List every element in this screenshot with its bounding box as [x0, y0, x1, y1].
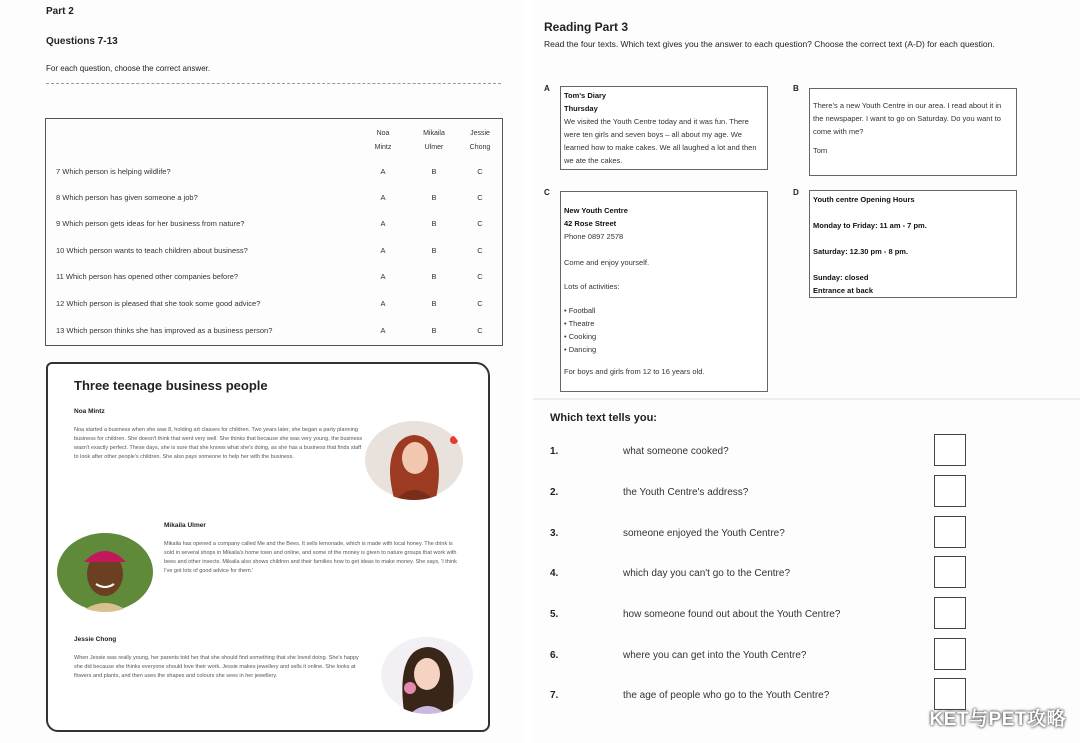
item-number: 7. — [550, 690, 559, 701]
divider — [46, 83, 501, 84]
hours-sunday: Sunday: closed — [813, 273, 869, 282]
questions-title: Questions 7-13 — [46, 36, 118, 47]
note-body: There's a new Youth Centre in our area. I read about it in the newspaper. I want to go on Saturday. Do you want to come with me? — [813, 101, 1002, 136]
photo-mikaila — [56, 532, 154, 612]
item-number: 4. — [550, 568, 559, 579]
paragraph-mikaila: Mikaila has opened a company called Me and the Bees. It sells lemonade, which is made with local honey. The drink is sold in several shops in Mikaila's home town and online, and some of the money is given to nature groups that work with bees and other insects. Mikaila also shows children and their families how to get ideas to make money. She says, 'I think I've got lots of good advice for them.' — [164, 541, 457, 574]
question-table — [45, 118, 503, 346]
person-name-mikaila: Mikaila Ulmer — [164, 522, 206, 529]
option-b[interactable]: B — [431, 272, 437, 281]
option-b[interactable]: B — [431, 193, 437, 202]
answer-box[interactable] — [934, 638, 966, 670]
text-box-c — [560, 191, 768, 392]
answer-box[interactable] — [934, 597, 966, 629]
option-c[interactable]: C — [477, 246, 483, 255]
column-header-jessie: Jessie Chong — [469, 130, 491, 151]
item-number: 2. — [550, 487, 559, 498]
column-header-mikaila: Mikaila Ulmer — [423, 130, 445, 151]
article-title: Three teenage business people — [74, 378, 268, 393]
option-b[interactable]: B — [431, 167, 437, 176]
table-row — [46, 185, 502, 211]
option-a[interactable]: A — [380, 167, 386, 176]
hours-weekday: Monday to Friday: 11 am - 7 pm. — [813, 221, 927, 230]
question-text: 11 Which person has opened other companies before? — [56, 272, 239, 281]
option-b[interactable]: B — [431, 326, 437, 335]
centre-name: New Youth Centre — [564, 206, 628, 215]
activity-item: • Cooking — [564, 332, 597, 341]
list-item — [550, 644, 1070, 676]
option-a[interactable]: A — [380, 326, 386, 335]
left-page — [0, 0, 525, 743]
option-c[interactable]: C — [477, 272, 483, 281]
option-b[interactable]: B — [431, 246, 437, 255]
text-box-b — [809, 88, 1017, 176]
option-c[interactable]: C — [477, 326, 483, 335]
activity-item: • Theatre — [564, 319, 595, 328]
hours-saturday: Saturday: 12.30 pm - 8 pm. — [813, 247, 909, 256]
diary-day: Thursday — [564, 104, 598, 113]
table-row — [46, 159, 502, 185]
watermark: KET与PET攻略 — [929, 709, 1066, 730]
page-gap — [525, 0, 533, 743]
item-text: someone enjoyed the Youth Centre? — [623, 528, 785, 539]
answer-box[interactable] — [934, 475, 966, 507]
centre-age-range: For boys and girls from 12 to 16 years old. — [564, 367, 705, 376]
section-divider — [533, 398, 1080, 400]
item-number: 6. — [550, 650, 559, 661]
option-b[interactable]: B — [431, 219, 437, 228]
hours-title: Youth centre Opening Hours — [813, 195, 915, 204]
photo-jessie — [380, 636, 474, 714]
part-label: Part 2 — [46, 6, 74, 17]
answer-box[interactable] — [934, 516, 966, 548]
item-text: what someone cooked? — [623, 446, 729, 457]
item-text: the age of people who go to the Youth Centre? — [623, 690, 830, 701]
centre-address: 42 Rose Street — [564, 219, 617, 228]
option-c[interactable]: C — [477, 193, 483, 202]
which-text-title: Which text tells you: — [550, 412, 657, 424]
diary-body: We visited the Youth Centre today and it was fun. There were ten girls and seven boys – all about my age. We learned how to make cakes. We all laughed a lot and then we ate the cakes. — [564, 117, 757, 165]
table-row — [46, 211, 502, 237]
person-name-jessie: Jessie Chong — [74, 636, 117, 643]
centre-tagline: Come and enjoy yourself. — [564, 258, 650, 267]
reading-title: Reading Part 3 — [544, 20, 629, 34]
table-row — [46, 238, 502, 264]
option-a[interactable]: A — [380, 272, 386, 281]
table-row — [46, 318, 502, 344]
item-number: 1. — [550, 446, 559, 457]
paragraph-jessie: When Jessie was really young, her parents told her that she should find something that she loved doing. She's happy she did because she thinks everyone should love their work. Jessie makes jewellery and sells it online. She looks at flowers and plants, and then uses the shapes and colours she sees in her jewellery. — [74, 655, 359, 679]
note-signature: Tom — [813, 146, 828, 155]
option-c[interactable]: C — [477, 167, 483, 176]
label-a: A — [544, 84, 550, 93]
list-item — [550, 522, 1070, 554]
instruction: For each question, choose the correct answer. — [46, 64, 211, 73]
option-a[interactable]: A — [380, 299, 386, 308]
question-text: 8 Which person has given someone a job? — [56, 193, 198, 202]
item-number: 3. — [550, 528, 559, 539]
question-text: 9 Which person gets ideas for her business from nature? — [56, 219, 245, 228]
label-b: B — [793, 84, 799, 93]
centre-phone: Phone 0897 2578 — [564, 232, 624, 241]
list-item — [550, 440, 1070, 472]
item-text: which day you can't go to the Centre? — [623, 568, 791, 579]
list-item — [550, 603, 1070, 635]
person-name-noa: Noa Mintz — [74, 408, 105, 415]
table-row — [46, 291, 502, 317]
option-b[interactable]: B — [431, 299, 437, 308]
item-text: where you can get into the Youth Centre? — [623, 650, 807, 661]
item-text: the Youth Centre's address? — [623, 487, 749, 498]
item-number: 5. — [550, 609, 559, 620]
answer-box[interactable] — [934, 556, 966, 588]
table-row — [46, 264, 502, 290]
option-a[interactable]: A — [380, 246, 386, 255]
option-a[interactable]: A — [380, 219, 386, 228]
article-panel — [46, 362, 490, 732]
entrance-note: Entrance at back — [813, 286, 874, 295]
text-box-d — [809, 190, 1017, 298]
reading-instruction: Read the four texts. Which text gives you the answer to each question? Choose the correct text (A-D) for each question. — [544, 39, 995, 49]
label-c: C — [544, 188, 550, 197]
question-text: 7 Which person is helping wildlife? — [56, 167, 171, 176]
question-text: 12 Which person is pleased that she took some good advice? — [56, 299, 261, 308]
diary-title: Tom's Diary — [564, 91, 607, 100]
label-d: D — [793, 188, 799, 197]
column-header-noa: Noa Mintz — [374, 130, 392, 151]
paragraph-noa: Noa started a business when she was 8, holding art classes for children. Two years later, she began a party planning business for children. She doesn't think that went very well. She thinks that because she was very young, the business wasn't exactly perfect. These days, she is sure that she knows what she's doing, as she has a business that finds staff to look after other people's children. She also pays someone to help her with the business. — [74, 427, 363, 460]
option-c[interactable]: C — [477, 299, 483, 308]
activity-item: • Football — [564, 306, 596, 315]
photo-noa — [364, 420, 464, 500]
option-a[interactable]: A — [380, 193, 386, 202]
text-box-a — [560, 86, 768, 170]
answer-box[interactable] — [934, 434, 966, 466]
activity-item: • Dancing — [564, 345, 597, 354]
option-c[interactable]: C — [477, 219, 483, 228]
centre-activities-heading: Lots of activities: — [564, 282, 620, 291]
list-item — [550, 481, 1070, 513]
question-text: 10 Which person wants to teach children about business? — [56, 246, 248, 255]
list-item — [550, 562, 1070, 594]
right-page — [533, 0, 1080, 743]
item-text: how someone found out about the Youth Centre? — [623, 609, 841, 620]
question-text: 13 Which person thinks she has improved as a business person? — [56, 326, 273, 335]
